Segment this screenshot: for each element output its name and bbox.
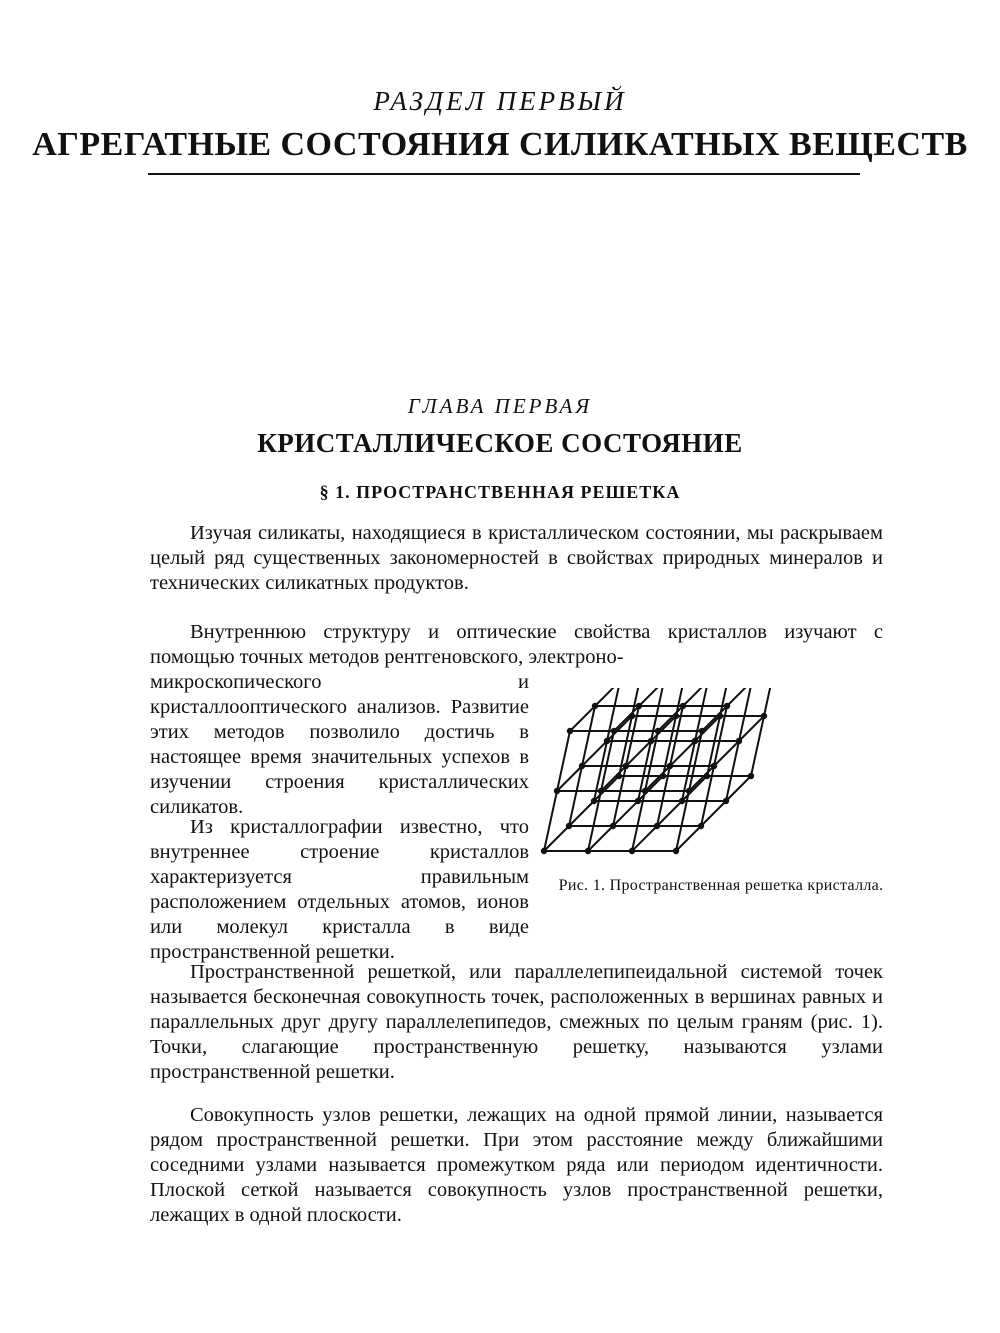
- lattice-edge: [751, 716, 764, 776]
- space-lattice-diagram: [540, 688, 883, 858]
- lattice-figure: [540, 688, 883, 858]
- lattice-edge: [582, 706, 595, 766]
- lattice-node: [642, 788, 648, 794]
- lattice-node: [635, 798, 641, 804]
- lattice-node: [736, 738, 742, 744]
- paragraph-2-continuation: микроскопического и кристаллооптического анализов. Развитие этих методов позволило достичь в настоящее время значительных успехов в изучении строения кристаллических силикатов.: [150, 671, 529, 818]
- lattice-node: [679, 798, 685, 804]
- chapter-label: ГЛАВА ПЕРВАЯ: [407, 394, 593, 418]
- lattice-node: [541, 848, 547, 854]
- lattice-node: [579, 763, 585, 769]
- lattice-node: [654, 823, 660, 829]
- lattice-edge: [544, 791, 557, 851]
- lattice-edge: [726, 741, 739, 801]
- lattice-node: [554, 788, 560, 794]
- paragraph-3: Из кристаллографии известно, что внутреннее строение кристаллов характеризуется правильным расположением отдельных атомов, ионов или молекул кристалла в виде пространственной решетки.: [150, 816, 529, 963]
- lattice-node: [680, 703, 686, 709]
- lattice-node: [655, 728, 661, 734]
- lattice-node: [698, 823, 704, 829]
- lattice-node: [629, 713, 635, 719]
- lattice-node: [623, 763, 629, 769]
- lattice-node: [585, 848, 591, 854]
- part-label: РАЗДЕЛ ПЕРВЫЙ: [373, 86, 627, 116]
- lattice-edge: [764, 688, 777, 716]
- lattice-node: [748, 773, 754, 779]
- lattice-node: [704, 773, 710, 779]
- lattice-node: [717, 713, 723, 719]
- lattice-node: [686, 788, 692, 794]
- lattice-node: [699, 728, 705, 734]
- lattice-node: [673, 848, 679, 854]
- lattice-edge: [557, 731, 570, 791]
- lattice-node: [692, 738, 698, 744]
- lattice-node: [592, 703, 598, 709]
- lattice-node: [610, 823, 616, 829]
- figure-caption: Рис. 1. Пространственная решетка кристалла.: [558, 877, 884, 894]
- lattice-node: [636, 703, 642, 709]
- lattice-node: [629, 848, 635, 854]
- lattice-node: [616, 773, 622, 779]
- lattice-node: [611, 728, 617, 734]
- part-title: АГРЕГАТНЫЕ СОСТОЯНИЯ СИЛИКАТНЫХ ВЕЩЕСТВ: [32, 126, 968, 163]
- lattice-node: [673, 713, 679, 719]
- chapter-title: КРИСТАЛЛИЧЕСКОЕ СОСТОЯНИЕ: [257, 428, 743, 458]
- lattice-edge: [569, 766, 582, 826]
- lattice-node: [761, 713, 767, 719]
- lattice-node: [598, 788, 604, 794]
- paragraph-1: Изучая силикаты, находящиеся в кристаллическом состоянии, мы раскрываем целый ряд существенных закономерностей в свойствах природных минералов и технических силикатных продуктов.: [150, 522, 883, 594]
- lattice-edge: [739, 688, 752, 741]
- paragraph-5: Совокупность узлов решетки, лежащих на одной прямой линии, называется рядом пространственной решетки. При этом расстояние между ближайшими соседними узлами называется промежутком ряда или периодом идентичности. Плоской сеткой называется совокупность узлов пространственной решетки, лежащих в одной плоскости.: [150, 1104, 883, 1226]
- paragraph-2-first-line: Внутреннюю структуру и оптические свойства кристаллов изучают с помощью точных методов рентгеновского, электроно-: [150, 621, 883, 668]
- lattice-node: [660, 773, 666, 779]
- lattice-node: [566, 823, 572, 829]
- lattice-node: [567, 728, 573, 734]
- section-heading: § 1. ПРОСТРАНСТВЕННАЯ РЕШЕТКА: [319, 482, 681, 502]
- title-rule: [148, 173, 860, 175]
- lattice-node: [648, 738, 654, 744]
- paragraph-4: Пространственной решеткой, или параллелепипеидальной системой точек называется бесконечная совокупность точек, расположенных в вершинах равных и параллельных друг другу параллелепипедов, смежных по целым граням (рис. 1). Точки, слагающие пространственную решетку, называются узлами пространственной решетки.: [150, 961, 883, 1083]
- lattice-node: [711, 763, 717, 769]
- lattice-node: [724, 703, 730, 709]
- lattice-node: [723, 798, 729, 804]
- lattice-node: [667, 763, 673, 769]
- lattice-node: [591, 798, 597, 804]
- lattice-node: [604, 738, 610, 744]
